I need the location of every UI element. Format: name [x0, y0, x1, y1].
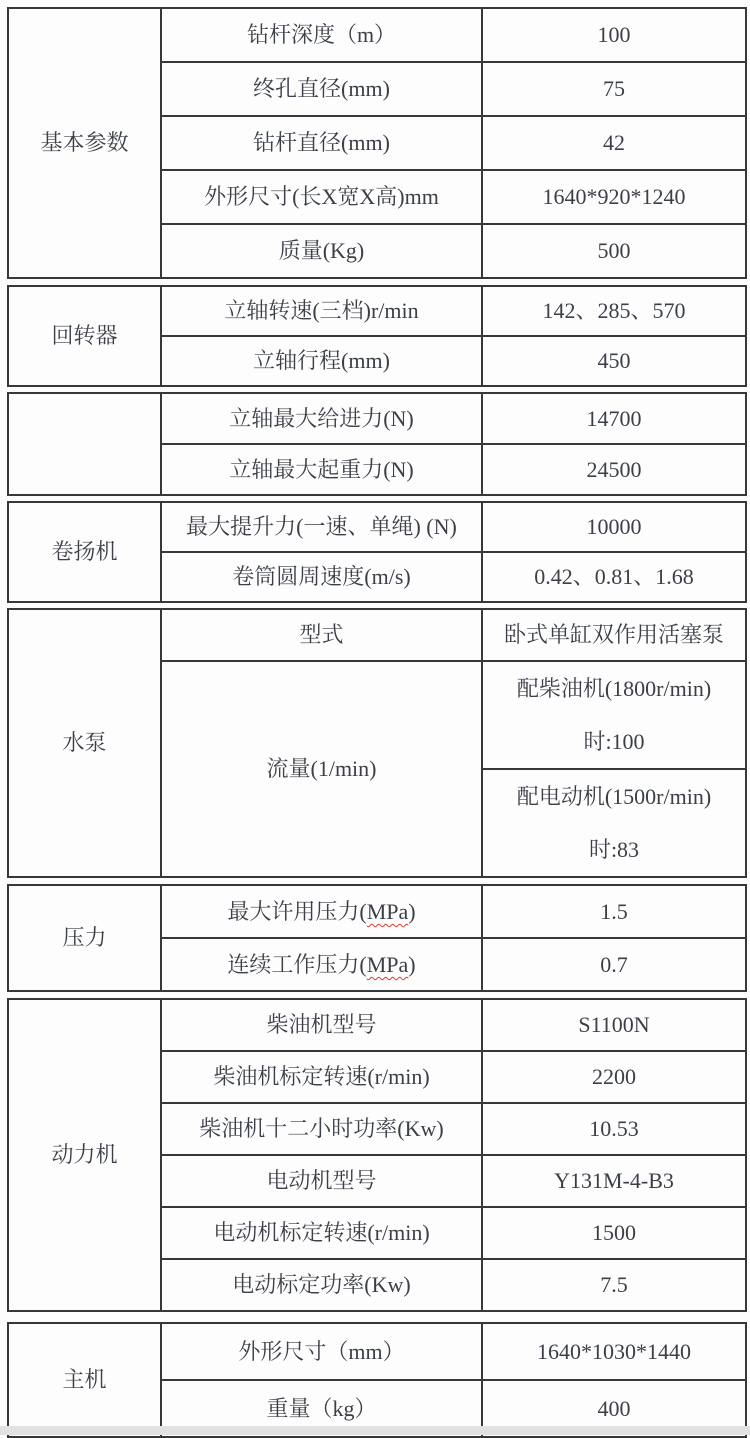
section-spindle-forces [7, 392, 747, 496]
param-value: 400 [482, 1380, 746, 1437]
param-label: 柴油机十二小时功率(Kw) [161, 1103, 482, 1155]
param-value: Y131M-4-B3 [482, 1155, 746, 1207]
param-value: 卧式单缸双作用活塞泵 [482, 609, 746, 661]
param-label: 外形尺寸（mm） [161, 1323, 482, 1380]
group-cell [8, 393, 161, 495]
spellcheck-underlined-text: MPa [366, 898, 409, 924]
param-value: 7.5 [482, 1259, 746, 1311]
param-value: 42 [482, 116, 746, 170]
param-label: 质量(Kg) [161, 224, 482, 278]
param-label: 电动机型号 [161, 1155, 482, 1207]
param-value: S1100N [482, 999, 746, 1051]
param-value: 500 [482, 224, 746, 278]
table-row [8, 1323, 746, 1380]
param-value: 1640*1030*1440 [482, 1323, 746, 1380]
param-label: 电动标定功率(Kw) [161, 1259, 482, 1311]
param-value: 14700 [482, 393, 746, 444]
param-label: 卷筒圆周速度(m/s) [161, 552, 482, 602]
param-value: 1500 [482, 1207, 746, 1259]
group-cell: 卷扬机 [8, 502, 161, 602]
param-label: 外形尺寸(长X宽X高)mm [161, 170, 482, 224]
group-cell: 动力机 [8, 999, 161, 1311]
param-value [482, 661, 746, 769]
value-line: 时:83 [588, 837, 640, 862]
param-value: 142、285、570 [482, 286, 746, 336]
group-cell: 水泵 [8, 609, 161, 877]
param-label: 柴油机标定转速(r/min) [161, 1051, 482, 1103]
section-water-pump [7, 608, 747, 878]
table-row [8, 393, 746, 444]
group-cell: 基本参数 [8, 8, 161, 278]
param-label: 重量（kg） [161, 1380, 482, 1437]
param-value [482, 769, 746, 877]
table-row [8, 885, 746, 938]
param-label: 钻杆深度（m） [161, 8, 482, 62]
param-label: 钻杆直径(mm) [161, 116, 482, 170]
param-label: 立轴最大给进力(N) [161, 393, 482, 444]
param-label [161, 938, 482, 991]
param-label: 终孔直径(mm) [161, 62, 482, 116]
value-line: 配柴油机(1800r/min) [516, 676, 712, 701]
page-bottom-strip [0, 1426, 750, 1435]
param-value: 24500 [482, 444, 746, 495]
group-cell: 主机 [8, 1323, 161, 1437]
section-pressure [7, 884, 747, 992]
section-basic-params [7, 7, 747, 279]
param-label: 流量(1/min) [161, 661, 482, 877]
param-label: 最大提升力(一速、单绳) (N) [161, 502, 482, 552]
param-value: 10000 [482, 502, 746, 552]
table-row [8, 609, 746, 661]
param-label: 型式 [161, 609, 482, 661]
param-label: 立轴行程(mm) [161, 336, 482, 386]
param-value: 0.42、0.81、1.68 [482, 552, 746, 602]
label-text: ) [408, 898, 416, 924]
param-value: 75 [482, 62, 746, 116]
label-text: ) [408, 951, 416, 977]
spellcheck-underlined-text: MPa [366, 951, 409, 977]
section-winch [7, 501, 747, 603]
param-label: 立轴转速(三档)r/min [161, 286, 482, 336]
param-value: 1.5 [482, 885, 746, 938]
table-row [8, 999, 746, 1051]
spec-table [7, 7, 745, 1438]
section-rotary [7, 285, 747, 387]
param-value: 450 [482, 336, 746, 386]
section-main-machine [7, 1322, 747, 1438]
param-label: 电动机标定转速(r/min) [161, 1207, 482, 1259]
param-label [161, 885, 482, 938]
param-value: 1640*920*1240 [482, 170, 746, 224]
value-line: 时:100 [583, 729, 645, 754]
param-value: 2200 [482, 1051, 746, 1103]
param-value: 10.53 [482, 1103, 746, 1155]
param-label: 柴油机型号 [161, 999, 482, 1051]
label-text: 最大许用压力( [227, 898, 367, 924]
table-row [8, 502, 746, 552]
param-value: 100 [482, 8, 746, 62]
table-row [8, 286, 746, 336]
param-label: 立轴最大起重力(N) [161, 444, 482, 495]
section-power-unit [7, 998, 747, 1312]
param-value: 0.7 [482, 938, 746, 991]
group-cell: 回转器 [8, 286, 161, 386]
value-line: 配电动机(1500r/min) [516, 784, 712, 809]
table-row [8, 8, 746, 62]
group-cell: 压力 [8, 885, 161, 991]
label-text: 连续工作压力( [227, 951, 367, 977]
